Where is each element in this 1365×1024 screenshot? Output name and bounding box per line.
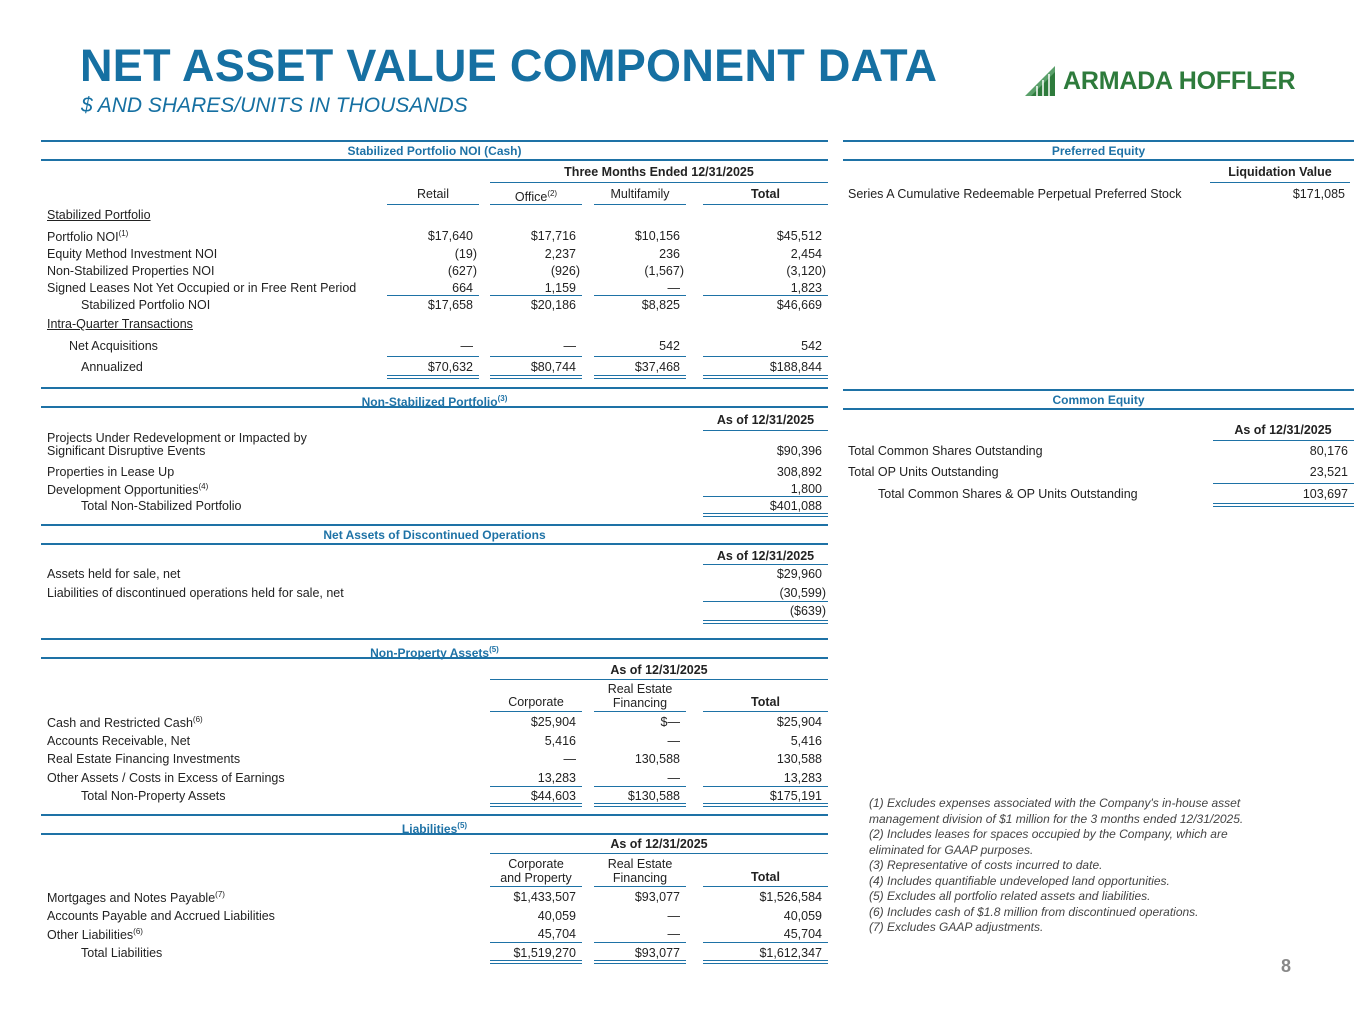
stabilized-period: Three Months Ended 12/31/2025 [564,165,754,179]
row-label: Significant Disruptive Events [47,444,206,458]
cell-retail: $17,640 [427,229,473,243]
row-label: Other Liabilities$^{(6)}$ [47,927,143,943]
divider [1213,440,1354,441]
divider [490,679,828,680]
divider [490,786,582,787]
divider [387,356,479,357]
cell-multifamily: $37,468 [634,360,680,374]
cell-multifamily: 542 [659,339,680,353]
divider [703,564,828,565]
divider [703,356,828,357]
divider [490,356,582,357]
double-divider [1213,503,1354,507]
double-divider [490,375,582,379]
cell-retail: $17,658 [427,298,473,312]
cell-retail: 664 [452,281,473,295]
cell-office: — [563,339,576,353]
row-label: Total OP Units Outstanding [848,465,999,479]
stabilized-header: Stabilized Portfolio NOI (Cash) [41,140,828,161]
col-retail: Retail [417,187,449,201]
col-ref: Real Estate Financing [607,682,673,710]
cell-total: 13,283 [783,771,822,785]
cell-value: $171,085 [1292,187,1345,201]
cell-value: 103,697 [1302,487,1348,501]
divider [594,711,686,712]
footnote-line: (5) Excludes all portfolio related assets and liabilities. [869,889,1151,903]
double-divider [490,803,582,807]
divider [703,496,828,497]
cell-ref: $— [660,715,680,729]
row-label: Assets held for sale, net [47,567,181,581]
cell-total: (3,120) [786,264,826,278]
intra-quarter-label: Intra-Quarter Transactions [47,317,193,331]
col-ref: Real Estate Financing [607,857,673,885]
divider [703,295,828,296]
col-total: Total [751,870,780,884]
nonproperty-header: Non-Property Assets$^{(5)}$ [41,638,828,659]
cell-ref: $93,077 [634,890,680,904]
cell-value: 80,176 [1309,444,1348,458]
cell-total: $1,612,347 [759,946,822,960]
cell-value: 23,521 [1309,465,1348,479]
divider [490,204,582,205]
cell-ref: $93,077 [634,946,680,960]
double-divider [387,375,479,379]
cell-ref: 130,588 [634,752,680,766]
discontinued-header: Net Assets of Discontinued Operations [41,524,828,545]
cell-office: (926) [550,264,580,278]
cell-value: $29,960 [776,567,822,581]
row-label: Real Estate Financing Investments [47,752,241,766]
divider [594,886,686,887]
page-subtitle: $ AND SHARES/UNITS IN THOUSANDS [81,94,468,117]
double-divider [594,960,686,964]
liabilities-as-of: As of 12/31/2025 [610,837,708,851]
row-label: Mortgages and Notes Payable$^{(7)}$ [47,890,225,906]
divider [490,711,582,712]
row-label: Accounts Payable and Accrued Liabilities [47,909,275,923]
divider [387,295,479,296]
cell-total: $46,669 [776,298,822,312]
row-label: Annualized [81,360,143,374]
col-corporate: Corporate [508,695,564,709]
cell-total: 40,059 [783,909,822,923]
cell-retail: — [460,339,473,353]
nonstab-as-of: As of 12/31/2025 [716,413,815,427]
footnote-line: (3) Representative of costs incurred to date. [869,858,1103,872]
col-liquidation-value: Liquidation Value [1228,165,1332,179]
divider [594,204,686,205]
divider [703,711,828,712]
double-divider [703,375,828,379]
cell-office: $80,744 [530,360,576,374]
row-label: Equity Method Investment NOI [47,247,218,261]
cell-ref: — [667,734,680,748]
company-logo [1023,63,1295,99]
footnote-line: (4) Includes quantifiable undeveloped land opportunities. [869,873,1170,888]
cell-total: 542 [801,339,822,353]
stabilized-section-label: Stabilized Portfolio [47,208,151,222]
footnotes [869,796,1309,936]
col-office: Office$^{(2)}$ [514,189,558,205]
logo-mark-icon [1023,64,1057,98]
cell-corporate: 5,416 [544,734,576,748]
row-label: Stabilized Portfolio NOI [81,298,211,312]
cell-corporate: $25,904 [530,715,576,729]
double-divider [703,513,828,517]
divider [1210,182,1350,183]
footnote-line: (7) Excludes GAAP adjustments. [869,920,1044,934]
divider [703,601,828,602]
row-label: Cash and Restricted Cash$^{(6)}$ [47,715,203,731]
row-label: Total Common Shares & OP Units Outstanding [878,487,1138,501]
cell-value: 1,800 [790,482,822,496]
row-label: Series A Cumulative Redeemable Perpetual Preferred Stock [848,187,1182,201]
cell-ref: — [667,909,680,923]
row-label: Signed Leases Not Yet Occupied or in Free Rent Period [47,281,357,295]
footnote-line: management division of $1 million for the 3 months ended 12/31/2025. [869,811,1244,826]
cell-retail: (627) [447,264,477,278]
divider [594,295,686,296]
divider [490,295,582,296]
cell-corporate: — [563,752,576,766]
row-label: Total Non-Property Assets [81,789,226,803]
cell-multifamily: (1,567) [644,264,684,278]
cell-office: $20,186 [530,298,576,312]
liabilities-header: Liabilities$^{(5)}$ [41,814,828,835]
cell-multifamily: 236 [659,247,680,261]
divider [490,853,828,854]
cell-office: 1,159 [544,281,576,295]
cell-office: $17,716 [530,229,576,243]
row-label: Liabilities of discontinued operations held for sale, net [47,586,344,600]
row-label: Total Non-Stabilized Portfolio [81,499,242,513]
cell-total: $188,844 [769,360,822,374]
common-header: Common Equity [843,389,1354,410]
cell-ref: $130,588 [627,789,680,803]
cell-total: 130,588 [776,752,822,766]
row-label: Projects Under Redevelopment or Impacted by [47,431,307,445]
footnote-line: (1) Excludes expenses associated with the Company's in-house asset [869,796,1241,810]
divider [703,942,828,943]
double-divider [703,960,828,964]
row-label: Total Liabilities [81,946,163,960]
divider [594,356,686,357]
divider [490,886,582,887]
row-label: Properties in Lease Up [47,465,175,479]
cell-total: $1,526,584 [759,890,822,904]
cell-total: $25,904 [776,715,822,729]
cell-corporate: $44,603 [530,789,576,803]
col-total: Total [751,695,780,709]
cell-retail: $70,632 [427,360,473,374]
cell-ref: — [667,927,680,941]
divider [703,430,828,431]
cell-multifamily: — [667,281,680,295]
preferred-header: Preferred Equity [843,140,1354,161]
cell-retail: (19) [454,247,477,261]
common-as-of: As of 12/31/2025 [1234,423,1332,437]
cell-ref: — [667,771,680,785]
divider [387,204,479,205]
double-divider [594,803,686,807]
nonstabilized-header: Non-Stabilized Portfolio$^{(3)}$ [41,387,828,408]
cell-corporate: 40,059 [537,909,576,923]
cell-value: 308,892 [776,465,822,479]
page-number: 8 [1281,956,1292,976]
cell-total: 45,704 [783,927,822,941]
page-title: NET ASSET VALUE COMPONENT DATA [80,40,938,91]
footnote-line: (6) Includes cash of $1.8 million from discontinued operations. [869,904,1199,919]
cell-corporate: 45,704 [537,927,576,941]
divider [490,942,582,943]
row-label: Accounts Receivable, Net [47,734,191,748]
divider [703,786,828,787]
logo-text: ARMADA HOFFLER [1063,67,1296,95]
cell-total: $175,191 [769,789,822,803]
cell-value: $401,088 [769,499,822,513]
divider [703,886,828,887]
double-divider [703,620,828,624]
cell-total: $45,512 [776,229,822,243]
col-corporate: Corporate and Property [500,857,572,885]
discontinued-as-of: As of 12/31/2025 [716,549,815,563]
divider [490,182,828,183]
double-divider [490,960,582,964]
cell-total: 1,823 [790,281,822,295]
cell-value: (30,599) [779,586,826,600]
row-label: Development Opportunities$^{(4)}$ [47,482,209,498]
row-label: Net Acquisitions [69,339,158,353]
cell-corporate: 13,283 [537,771,576,785]
cell-corporate: $1,433,507 [513,890,576,904]
double-divider [703,803,828,807]
nonprop-as-of: As of 12/31/2025 [610,663,708,677]
row-label: Portfolio NOI$^{(1)}$ [47,229,129,245]
cell-value: $90,396 [776,444,822,458]
cell-corporate: $1,519,270 [513,946,576,960]
cell-value: ($639) [789,604,826,618]
footnote-line: eliminated for GAAP purposes. [869,842,1034,857]
row-label: Other Assets / Costs in Excess of Earnings [47,771,285,785]
divider [594,942,686,943]
cell-multifamily: $10,156 [634,229,680,243]
cell-multifamily: $8,825 [641,298,680,312]
row-label: Total Common Shares Outstanding [848,444,1043,458]
col-multifamily: Multifamily [610,187,670,201]
cell-total: 2,454 [790,247,822,261]
divider [1213,483,1354,484]
cell-total: 5,416 [790,734,822,748]
col-total: Total [751,187,780,201]
double-divider [594,375,686,379]
divider [594,786,686,787]
cell-office: 2,237 [544,247,576,261]
row-label: Non-Stabilized Properties NOI [47,264,215,278]
footnote-line: (2) Includes leases for spaces occupied by the Company, which are [869,827,1228,841]
divider [703,204,828,205]
